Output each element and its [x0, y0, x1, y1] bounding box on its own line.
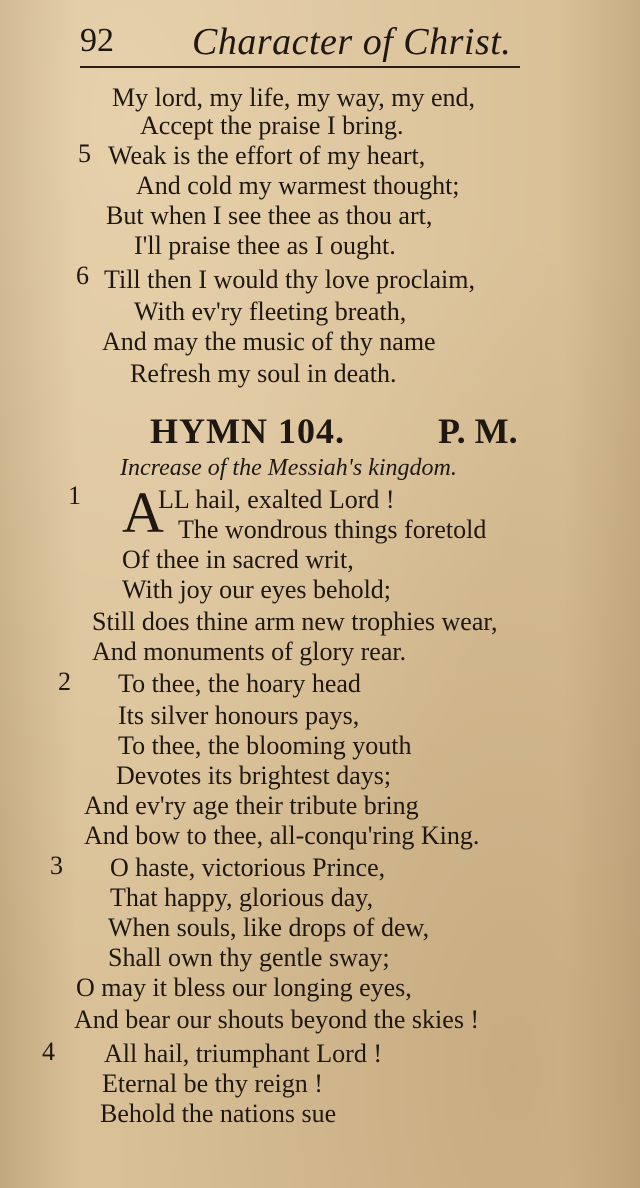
verse-line: With joy our eyes behold; [122, 575, 392, 604]
running-title: Character of Christ. [192, 21, 512, 63]
verse-line: Till then I would thy love proclaim, [104, 265, 475, 294]
verse-line: Still does thine arm new trophies wear, [92, 607, 498, 636]
verse-line: And cold my warmest thought; [136, 171, 460, 200]
verse-line: And bow to thee, all-conqu'ring King. [84, 821, 480, 850]
hymn-meter: P. M. [438, 411, 518, 451]
verse-line: Devotes its brightest days; [116, 761, 392, 790]
verse-line: Shall own thy gentle sway; [108, 943, 390, 972]
stanza-number: 4 [42, 1037, 55, 1066]
stanza-number: 3 [50, 851, 63, 880]
verse-line: The wondrous things foretold [178, 515, 487, 544]
verse-line: O haste, victorious Prince, [110, 853, 386, 882]
page-number: 92 [80, 22, 114, 59]
stanza-number: 6 [76, 261, 89, 290]
verse-line: And monuments of glory rear. [92, 637, 407, 666]
verse-line: And may the music of thy name [102, 327, 436, 356]
verse-line: To thee, the hoary head [118, 669, 361, 698]
verse-line: Eternal be thy reign ! [102, 1069, 323, 1098]
verse-line: Behold the nations sue [100, 1099, 337, 1128]
verse-line: To thee, the blooming youth [118, 731, 412, 760]
drop-cap: A [122, 480, 164, 545]
running-header [80, 18, 520, 68]
stanza-number: 2 [58, 667, 71, 696]
verse-line: When souls, like drops of dew, [108, 913, 430, 942]
hymn-title: HYMN 104. [150, 411, 345, 451]
verse-line: That happy, glorious day, [110, 883, 374, 912]
verse-line: Accept the praise I bring. [140, 111, 404, 140]
verse-line: But when I see thee as thou art, [106, 201, 433, 230]
stanza-number: 1 [68, 481, 81, 510]
hymn-subtitle: Increase of the Messiah's kingdom. [120, 455, 457, 481]
verse-line: And bear our shouts beyond the skies ! [74, 1005, 480, 1034]
verse-line: Refresh my soul in death. [130, 359, 397, 388]
header-rule [80, 66, 520, 68]
verse-line: O may it bless our longing eyes, [76, 973, 412, 1002]
verse-line: And ev'ry age their tribute bring [84, 791, 419, 820]
verse-line: All hail, triumphant Lord ! [104, 1039, 383, 1068]
verse-line: Weak is the effort of my heart, [108, 141, 426, 170]
stanza-number: 5 [78, 139, 91, 168]
verse-line: Its silver honours pays, [118, 701, 360, 730]
verse-line: My lord, my life, my way, my end, [112, 83, 475, 112]
verse-line: Of thee in sacred writ, [122, 545, 354, 574]
verse-line: I'll praise thee as I ought. [134, 231, 396, 260]
verse-line: With ev'ry fleeting breath, [134, 297, 407, 326]
verse-line: LL hail, exalted Lord ! [158, 485, 395, 514]
